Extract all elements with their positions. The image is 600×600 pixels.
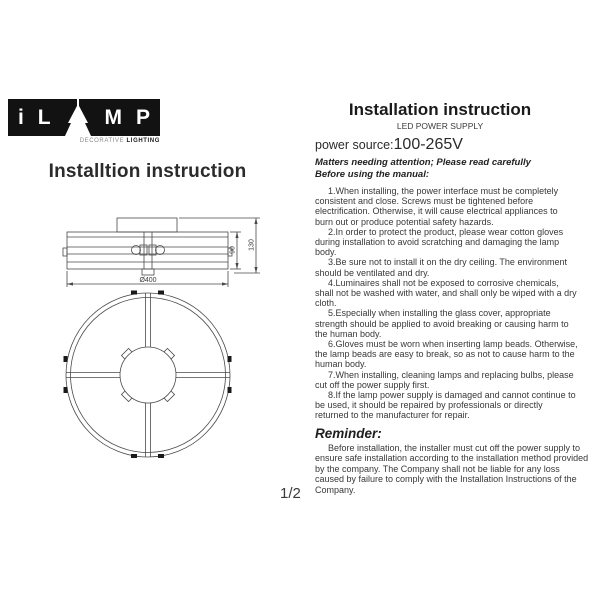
page-subtitle: LED POWER SUPPLY bbox=[396, 121, 484, 131]
reminder-text: Before installation, the installer must cut off the power supply to ensure safe installation according to the installation method provided by the company. The Company shall not be liable for any loss caused by failure to comply with the Installation Instructions of the Company. bbox=[315, 442, 589, 495]
instruction-item-8: 8.If the lamp power supply is damaged and cannot continue to be used, it should be repaired by professionals or directly returned to the manufacturer for repair. bbox=[315, 390, 576, 421]
instruction-item-2: 2.In order to protect the product, please wear cotton gloves during installation to avoid scratching and damaging the lamp body. bbox=[315, 226, 564, 258]
logo-tagline bbox=[8, 138, 160, 144]
logo-letter-i: i bbox=[18, 106, 24, 129]
reminder-heading: Reminder: bbox=[315, 425, 382, 441]
lamp-technical-drawing bbox=[56, 204, 281, 462]
power-source-label: power source: bbox=[315, 138, 394, 152]
dim-total-height-label: 130 bbox=[248, 239, 256, 251]
instruction-item-1: 1.When installing, the power interface must be completely consistent and close. Screws must be tightened before electrification. Otherwise, it will cause electrical appliances to burn out or produce potential safety hazards. bbox=[315, 186, 559, 227]
mount-plate bbox=[117, 218, 177, 232]
bottom-tab bbox=[142, 269, 154, 275]
left-heading: Installtion instruction bbox=[48, 161, 247, 182]
ilamp-logo bbox=[8, 99, 160, 136]
page-title: Installation instruction bbox=[348, 100, 532, 119]
instruction-item-5: 5.Especially when installing the glass cover, appropriate strength should be applied to avoid breaking or causing harm to the human body. bbox=[315, 308, 569, 339]
page-number: 1/2 bbox=[280, 485, 301, 502]
instruction-item-6: 6.Gloves must be worn when inserting lamp beads. Otherwise, the lamp beads are easy to break, so as not to cause harm to the human body. bbox=[315, 339, 578, 370]
tagline-bold: LIGHTING bbox=[126, 138, 160, 144]
power-source-value: 100-265V bbox=[393, 136, 463, 153]
logo-letter-p: P bbox=[135, 106, 150, 129]
instruction-item-7: 7.When installing, cleaning lamps and replacing bulbs, please cut off the power supply first. bbox=[315, 369, 574, 390]
dim-body-height-label: 90 bbox=[229, 246, 237, 254]
hanging-lamp-icon bbox=[65, 99, 91, 136]
instruction-item-4: 4.Luminaires shall not be exposed to corrosive chemicals, shall not be washed with water, and shall only be wiped with a dry cloth. bbox=[315, 277, 577, 309]
instruction-item-3: 3.Be sure not to install it on the dry ceiling. The environment should be ventilated and dry. bbox=[315, 257, 567, 278]
logo-letter-l: L bbox=[37, 106, 51, 129]
instruction-text-column bbox=[315, 100, 589, 495]
power-source-line bbox=[315, 136, 589, 154]
attention-warning: Matters needing attention; Please read carefully bbox=[315, 157, 531, 168]
center-hub bbox=[120, 347, 176, 403]
before-using-warning: Before using the manual: bbox=[315, 169, 430, 180]
tagline-light: DECORATIVE bbox=[79, 138, 125, 144]
logo-letter-m: M bbox=[104, 106, 123, 129]
dim-diameter-label: Ø400 bbox=[139, 277, 157, 284]
lamp-body-side bbox=[67, 232, 228, 269]
